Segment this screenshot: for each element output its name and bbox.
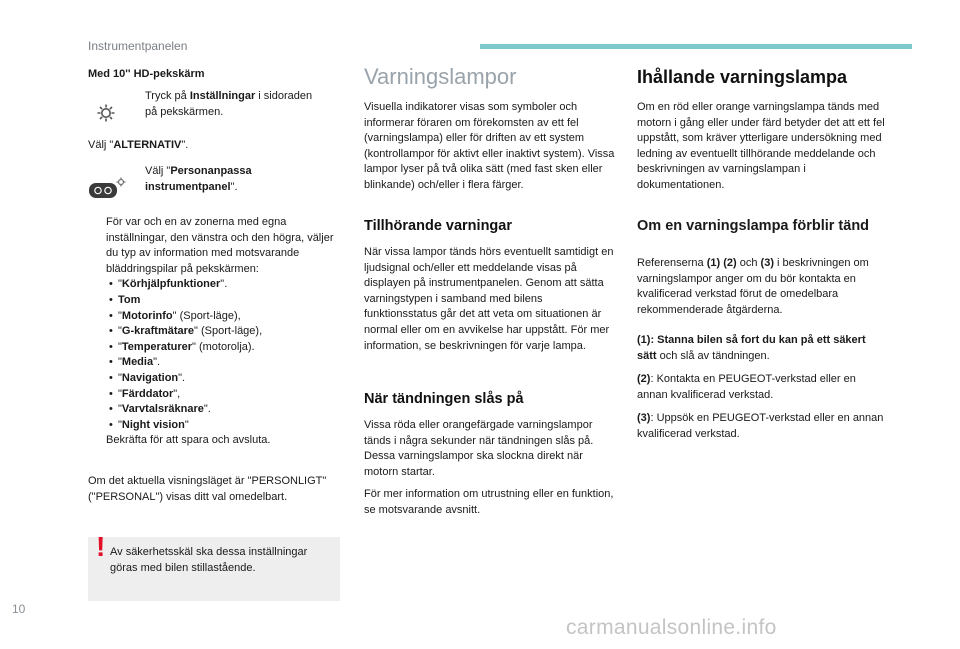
references-paragraph: Referenserna (1) (2) och (3) i beskrivningen om varningslampor anger om du bör kontakta en kvalificerad verkstad förut de omedelbara rekommenderade åtgärderna. bbox=[637, 257, 869, 316]
step-personalize-panel: Välj "Personanpassa instrumentpanel". bbox=[145, 165, 252, 193]
options-label: ALTERNATIV bbox=[113, 139, 182, 151]
more-info-paragraph: För mer information om utrustning eller en funktion, se motsvarande avsnitt. bbox=[364, 488, 614, 516]
settings-label: Inställningar bbox=[189, 90, 256, 102]
page-number: 10 bbox=[12, 602, 26, 616]
display-mode-note: Om det aktuella visningsläget är "PERSONLIGT" ("PERSONAL") visas ditt val omedelbart. bbox=[88, 475, 327, 503]
reference-1: (1): Stanna bilen så fort du kan på ett säkert sätt och slå av tändningen. bbox=[637, 334, 866, 362]
persistent-warning-title: Ihållande varningslampa bbox=[637, 67, 848, 87]
associated-warnings-heading: Tillhörande varningar bbox=[364, 218, 512, 234]
confirm-step: Bekräfta för att spara och avsluta. bbox=[106, 434, 271, 447]
step-tap-settings: Tryck på Inställningar i sidoraden på pekskärmen. bbox=[145, 90, 313, 118]
ignition-on-heading: När tändningen slås på bbox=[364, 391, 524, 407]
list-item: • "Temperaturer" (motorolja). bbox=[109, 340, 255, 353]
list-item: • "Night vision" bbox=[109, 418, 189, 431]
list-item: • "Varvtalsräknare". bbox=[109, 403, 211, 416]
associated-warnings-paragraph: När vissa lampor tänds hörs eventuellt samtidigt en ljudsignal och/eller ett meddelande visas på displayen på instrumentpanelen. Genom att sätta varningstypen i samband med bilens funktionsstatus går det att veta om situationen är normal eller om en avvikelse har uppstått. För mer information, se beskrivningen för varje lampa. bbox=[364, 246, 614, 352]
warning-stays-on-heading: Om en varningslampa förblir tänd bbox=[637, 218, 870, 234]
hd-screen-heading: Med 10'' HD-pekskärm bbox=[88, 68, 205, 80]
instrument-panel-settings-icon bbox=[88, 176, 128, 200]
watermark: carmanualsonline.info bbox=[566, 616, 777, 639]
step-choose-zones: För var och en av zonerna med egna inställningar, den vänstra och den högra, väljer du typ av information med motsvarande bläddringspilar på pekskärmen: • "Körhjälpfunktioner". • Tom • "Motorinfo" (Sport-läge), • "G-kraftmätare" (Sport-läge), • "Temperaturer" (motorolja). • "Media". • "Navigation". • "Färddator", • "Varvtalsräknare". • "Night vision" Bekräfta för att spara och avsluta. bbox=[88, 215, 338, 449]
warning-text: Av säkerhetsskäl ska dessa inställningar göras med bilen stillastående. bbox=[110, 546, 308, 574]
step-select-options: Välj "ALTERNATIV". bbox=[88, 139, 189, 151]
persistent-warning-paragraph: Om en röd eller orange varningslampa tänds med motorn i gång eller under färd betyder det att ett fel uppstått, som kräver ytterligare undersökning med ledning av eventuellt tillhörande meddelande och beskrivningen av varningslampan i dokumentationen. bbox=[637, 101, 885, 191]
safety-warning-box bbox=[88, 531, 340, 601]
header-accent-bar bbox=[480, 44, 912, 49]
list-item: • "Motorinfo" (Sport-läge), bbox=[109, 309, 241, 322]
list-item: • "Färddator", bbox=[109, 387, 181, 400]
intro-paragraph: Visuella indikatorer visas som symboler och informerar föraren om förekomsten av ett fel (varningslampa) eller för driften av ett system (kontrollampor för aktivt eller inaktivt system). Vissa lampor lyser på två olika sätt (med fast sken eller blinkande) och/eller i flera färger. bbox=[364, 101, 615, 191]
page-title: Varningslampor bbox=[364, 64, 517, 89]
ignition-on-paragraph: Vissa röda eller orangefärgade varningslampor tänds i några sekunder när tändningen slås på. Dessa varningslampor ska slockna direkt när motorn startar. bbox=[364, 419, 594, 478]
list-item: • Tom bbox=[109, 293, 141, 306]
settings-gear-icon bbox=[96, 103, 116, 123]
list-item: • "G-kraftmätare" (Sport-läge), bbox=[109, 325, 263, 338]
personalize-label: Personanpassa instrumentpanel bbox=[145, 165, 252, 193]
section-title: Instrumentpanelen bbox=[88, 39, 188, 53]
list-item: • "Navigation". bbox=[109, 371, 186, 384]
reference-3: (3): Uppsök en PEUGEOT-verkstad eller en annan kvalificerad verkstad. bbox=[637, 412, 884, 440]
info-type-list bbox=[106, 277, 338, 433]
list-item: • "Körhjälpfunktioner". bbox=[109, 278, 228, 291]
list-item: • "Media". bbox=[109, 356, 161, 369]
reference-2: (2): Kontakta en PEUGEOT-verkstad eller en annan kvalificerad verkstad. bbox=[637, 373, 856, 401]
warning-exclamation-icon: ! bbox=[96, 531, 106, 562]
